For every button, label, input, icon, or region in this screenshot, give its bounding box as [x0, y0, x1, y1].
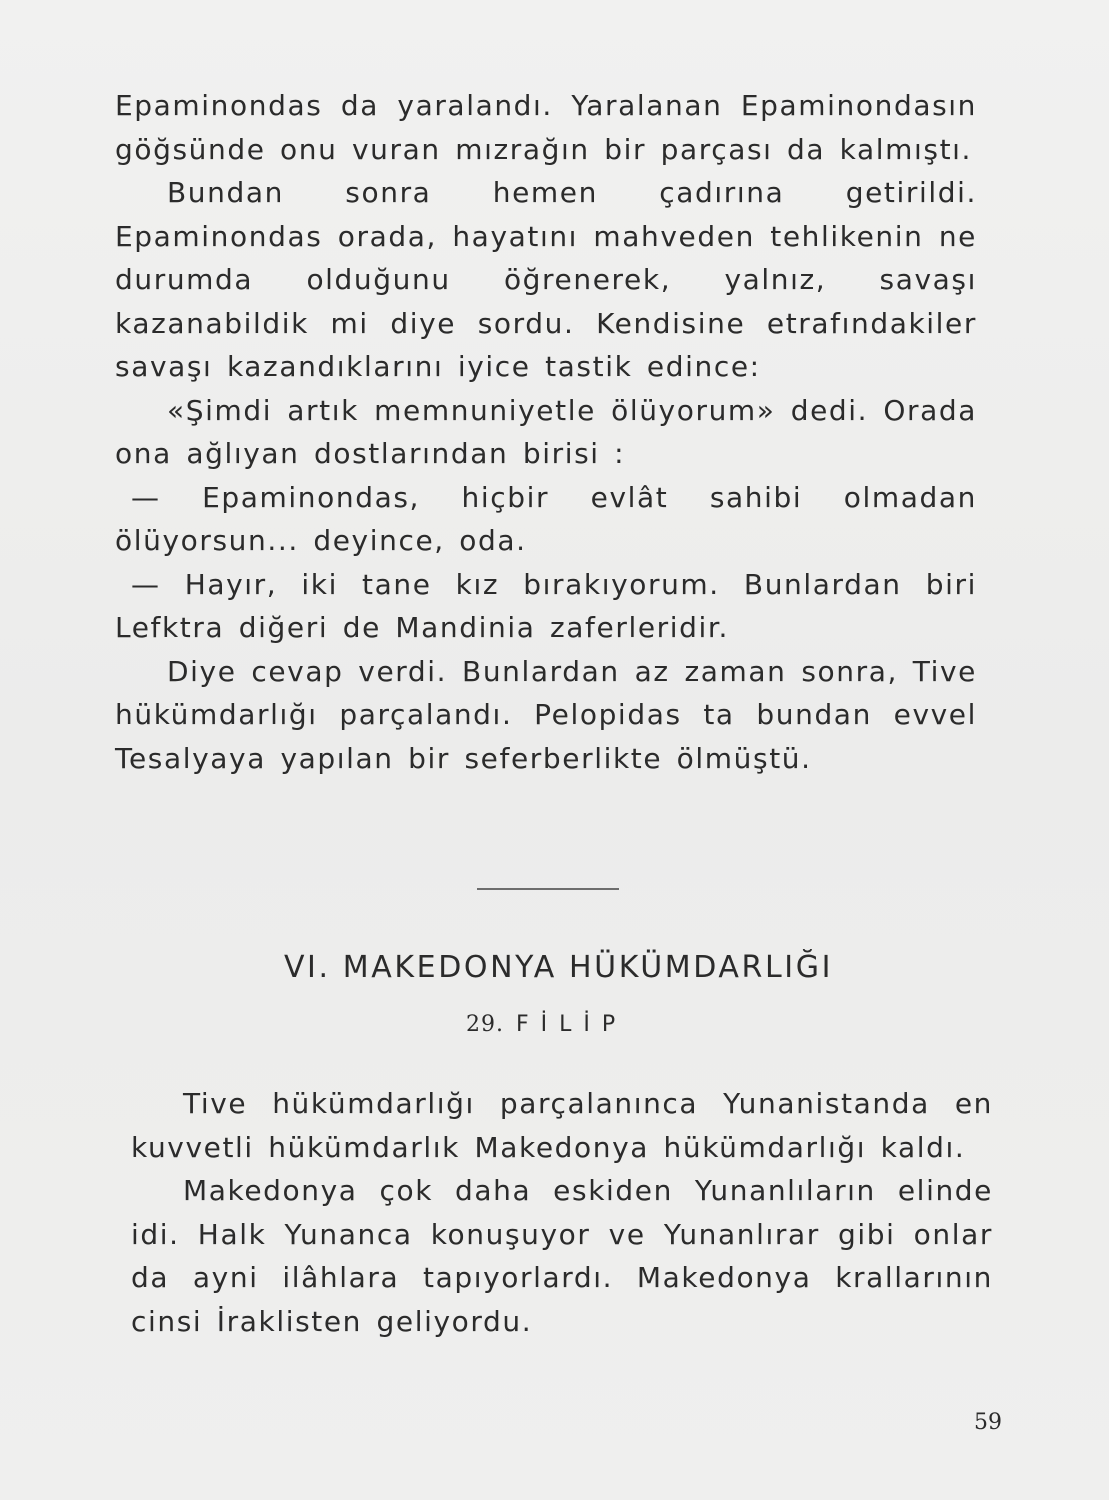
- bottom-text-block: [131, 1082, 993, 1343]
- paragraph: Makedonya çok daha eskiden Yunanlıların elinde idi. Halk Yunanca konuşuyor ve Yunanlırar gibi onlar da ayni ilâhlara tapıyorlardı. Makedonya krallarının cinsi İraklisten geliyordu.: [131, 1174, 993, 1338]
- paragraph: Tive hükümdarlığı parçalanınca Yunanistanda en kuvvetli hükümdarlık Makedonya hükümdarlığı kaldı.: [131, 1087, 993, 1164]
- chapter-title: VI. MAKEDONYA HÜKÜMDARLIĞI: [283, 950, 834, 985]
- section-title: FİLİP: [516, 1012, 628, 1037]
- paragraph: «Şimdi artık memnuniyetle ölüyorum» dedi. Orada ona ağlıyan dostlarından birisi :: [115, 393, 977, 470]
- section-divider: [477, 888, 619, 890]
- dialogue-line: — Epaminondas, hiçbir evlât sahibi olmadan ölüyorsun... deyince, oda.: [115, 480, 977, 557]
- paragraph: Diye cevap verdi. Bunlardan az zaman sonra, Tive hükümdarlığı parçalandı. Pelopidas ta bundan evvel Tesalyaya yapılan bir seferberlikte ölmüştü.: [115, 654, 977, 775]
- paragraph: Epaminondas da yaralandı. Yaralanan Epaminondasın göğsünde onu vuran mızrağın bir parçası da kalmıştı.: [115, 89, 977, 166]
- top-text-block: [115, 84, 977, 780]
- paragraph: Bundan sonra hemen çadırına getirildi. Epaminondas orada, hayatını mahveden tehlikenin ne durumda olduğunu öğrenerek, yalnız, savaşı kazanabildik mi diye sordu. Kendisine etrafındakiler savaşı kazandıklarını iyice tastik edince:: [115, 176, 977, 383]
- dialogue-line: — Hayır, iki tane kız bırakıyorum. Bunlardan biri Lefktra diğeri de Mandinia zaferleridir.: [115, 567, 977, 644]
- page-number: 59: [974, 1410, 1002, 1435]
- section-heading: [466, 1012, 627, 1037]
- section-number: 29.: [466, 1012, 504, 1037]
